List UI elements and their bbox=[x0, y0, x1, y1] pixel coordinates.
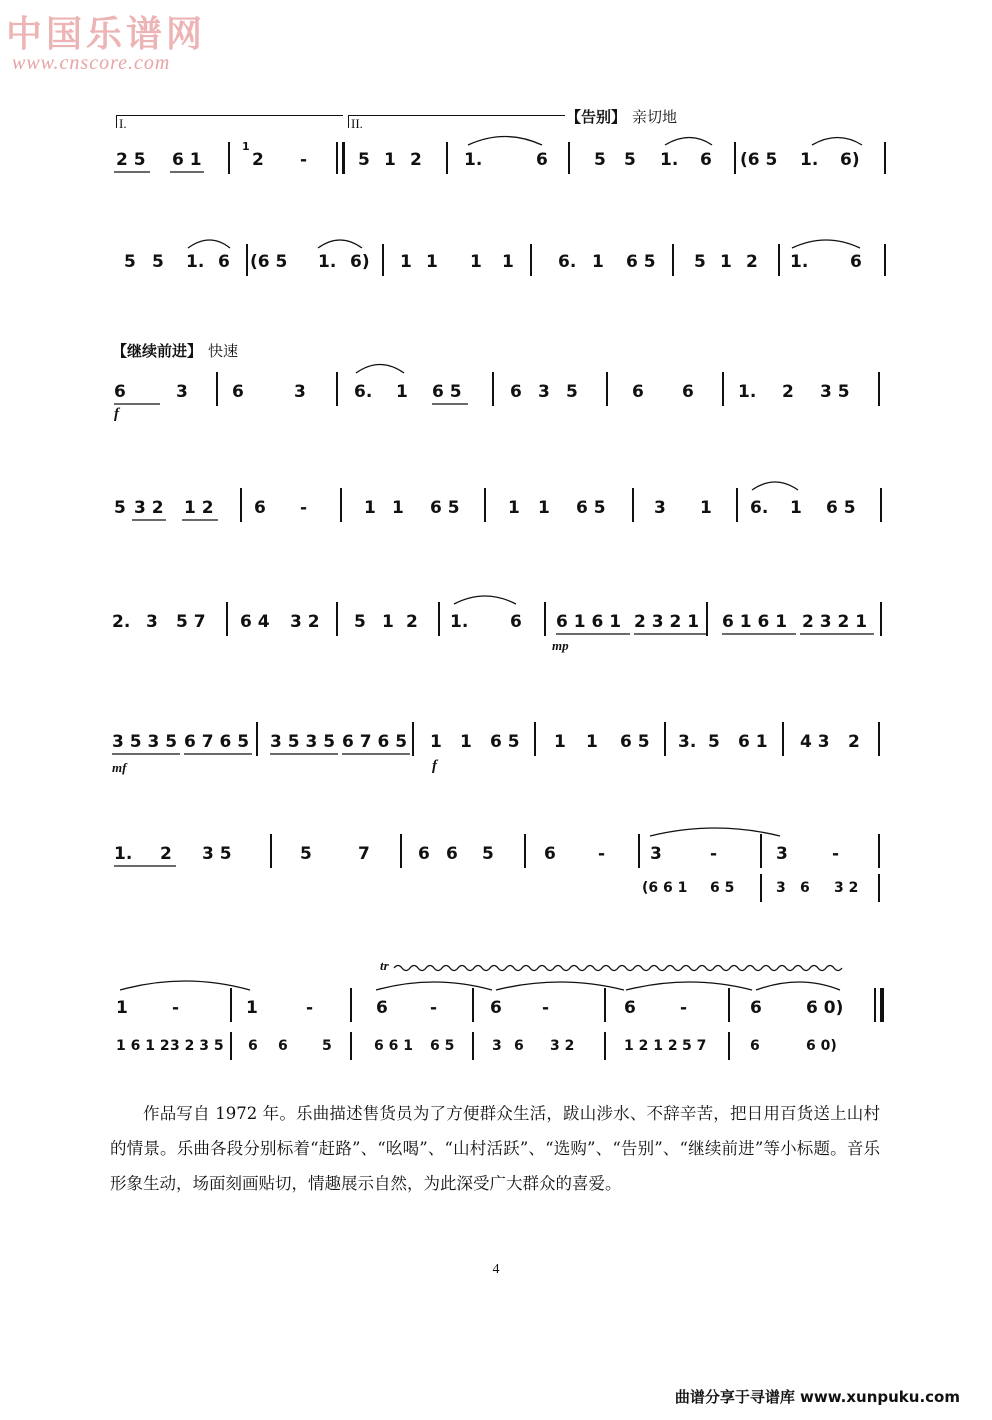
note: 1 bbox=[396, 382, 408, 402]
note: 5 bbox=[358, 150, 370, 170]
dynamic-mark: mf bbox=[112, 760, 127, 775]
note-group: 6 5 bbox=[826, 498, 856, 518]
repeat-barline bbox=[342, 142, 345, 174]
barline bbox=[544, 602, 546, 636]
note: 5 bbox=[624, 150, 636, 170]
note-group: 3 5 bbox=[820, 382, 850, 402]
note: 6 bbox=[700, 150, 712, 170]
note: 1 bbox=[554, 732, 566, 752]
trill-mark: tr bbox=[380, 958, 389, 973]
note: 5 bbox=[566, 382, 578, 402]
note: 1 bbox=[460, 732, 472, 752]
barline bbox=[782, 722, 784, 756]
note: 2 bbox=[160, 844, 172, 864]
section-name: 【告别】 bbox=[566, 108, 627, 126]
barline bbox=[604, 988, 606, 1022]
barline bbox=[606, 372, 608, 406]
note: 1 bbox=[700, 498, 712, 518]
note: 1 bbox=[116, 998, 128, 1018]
barline bbox=[216, 372, 218, 406]
note: 1. bbox=[114, 844, 133, 864]
score-row-8 bbox=[110, 986, 890, 1026]
barline bbox=[228, 142, 230, 174]
note-group: 6 0) bbox=[806, 1038, 837, 1054]
section-name: 【继续前进】 bbox=[112, 342, 203, 360]
note: 5 bbox=[694, 252, 706, 272]
note: 6 bbox=[248, 1038, 258, 1054]
note: 6) bbox=[840, 150, 860, 170]
note: 5 bbox=[124, 252, 136, 272]
note: 2 bbox=[746, 252, 758, 272]
note: 1 bbox=[502, 252, 514, 272]
note: 1. bbox=[450, 612, 469, 632]
barline bbox=[884, 142, 886, 174]
barline bbox=[350, 988, 352, 1022]
note-group: 6 5 bbox=[576, 498, 606, 518]
note-group: 3 5 bbox=[202, 844, 232, 864]
dash: - bbox=[710, 844, 718, 864]
footer-credit: 曲谱分享于寻谱库 www.xunpuku.com bbox=[674, 1388, 960, 1406]
barline bbox=[728, 988, 730, 1022]
note: 1. bbox=[800, 150, 819, 170]
score-row-4 bbox=[110, 486, 890, 526]
note: 3 bbox=[776, 880, 786, 896]
note: 2 bbox=[410, 150, 422, 170]
note-group: 2 5 bbox=[116, 150, 146, 170]
note: 2 bbox=[782, 382, 794, 402]
note-group: 3 2 bbox=[834, 880, 859, 896]
note: 5 bbox=[708, 732, 720, 752]
score-row-3 bbox=[110, 370, 890, 422]
description-paragraph: 作品写自 1972 年。乐曲描述售货员为了方便群众生活，跋山涉水、不辞辛苦，把日用百货送上山村的情景。乐曲各段分别标着“赶路”、“吆喝”、“山村活跃”、“选购”、“告别”、“继续前进”等小标题。音乐形象生动，场面刻画贴切，情趣展示自然，为此深受广大群众的喜爱。 bbox=[110, 1104, 880, 1193]
note: 6. bbox=[750, 498, 769, 518]
barline bbox=[336, 372, 338, 406]
note: 1 bbox=[246, 998, 258, 1018]
barline bbox=[874, 988, 876, 1022]
barline bbox=[760, 874, 762, 902]
note-group: 3 2 bbox=[134, 498, 164, 518]
barline bbox=[778, 244, 780, 276]
second-ending-bracket bbox=[348, 115, 565, 128]
barline bbox=[672, 244, 674, 276]
note-group: 3 5 3 5 bbox=[112, 732, 178, 752]
barline bbox=[484, 488, 486, 522]
barline bbox=[382, 244, 384, 276]
barline bbox=[340, 488, 342, 522]
note-group: 6 7 6 5 bbox=[184, 732, 250, 752]
grace-note: 1 bbox=[242, 140, 250, 153]
note-group: 6 5 bbox=[710, 880, 735, 896]
note-group: 3 2 bbox=[550, 1038, 575, 1054]
barline bbox=[880, 488, 882, 522]
note: 5 bbox=[300, 844, 312, 864]
note-group: 6 0) bbox=[806, 998, 844, 1018]
note: 3 bbox=[492, 1038, 502, 1054]
note: 1 bbox=[382, 612, 394, 632]
note-group: 6 5 bbox=[620, 732, 650, 752]
note: 6 bbox=[750, 1038, 760, 1054]
dash: - bbox=[680, 998, 688, 1018]
note: 1 bbox=[470, 252, 482, 272]
note: 1 bbox=[592, 252, 604, 272]
score-row-1 bbox=[110, 140, 890, 180]
note-group: 6 5 bbox=[490, 732, 520, 752]
note-group: 1 6 1 2 bbox=[116, 1038, 170, 1054]
note: 1 bbox=[720, 252, 732, 272]
barline bbox=[446, 142, 448, 174]
dash: - bbox=[306, 998, 314, 1018]
watermark-url: www.cnscore.com bbox=[12, 52, 171, 74]
note: 2. bbox=[112, 612, 131, 632]
barline bbox=[878, 372, 880, 406]
note: 6 bbox=[376, 998, 388, 1018]
note: 6 bbox=[218, 252, 230, 272]
note: 1 bbox=[538, 498, 550, 518]
barline bbox=[878, 874, 880, 902]
barline bbox=[534, 722, 536, 756]
note: 1. bbox=[738, 382, 757, 402]
barline bbox=[336, 602, 338, 636]
note-group: (6 5 bbox=[250, 252, 288, 272]
note: 5 bbox=[114, 498, 126, 518]
tempo-marking: 快速 bbox=[208, 342, 239, 360]
barline bbox=[246, 244, 248, 276]
barline bbox=[412, 722, 414, 756]
note: 2 bbox=[406, 612, 418, 632]
barline bbox=[226, 602, 228, 636]
note-group: 6 5 bbox=[432, 382, 462, 402]
note: 1 bbox=[790, 498, 802, 518]
note: 1 bbox=[384, 150, 396, 170]
barline bbox=[638, 834, 640, 868]
score-row-6 bbox=[110, 720, 890, 775]
note: 6 bbox=[232, 382, 244, 402]
note: 5 bbox=[322, 1038, 332, 1054]
note: 3. bbox=[678, 732, 697, 752]
barline bbox=[878, 722, 880, 756]
first-ending-bracket bbox=[116, 115, 343, 128]
note-group: 5 7 bbox=[176, 612, 206, 632]
barline bbox=[568, 142, 570, 174]
note: 1 bbox=[364, 498, 376, 518]
note-group: 5 7 bbox=[682, 1038, 707, 1054]
note-group: 2 3 2 1 bbox=[634, 612, 700, 632]
barline bbox=[350, 1032, 352, 1060]
note: 3 bbox=[294, 382, 306, 402]
note-group: 2 3 2 1 bbox=[802, 612, 868, 632]
note: 3 bbox=[176, 382, 188, 402]
final-barline bbox=[880, 988, 884, 1022]
barline bbox=[880, 602, 882, 636]
note: 6 bbox=[632, 382, 644, 402]
note: 6 bbox=[850, 252, 862, 272]
note-group: 6 1 6 1 bbox=[556, 612, 622, 632]
dash: - bbox=[598, 844, 606, 864]
barline bbox=[664, 722, 666, 756]
note-group: 6 5 bbox=[430, 498, 460, 518]
barline bbox=[230, 1032, 232, 1060]
note: 1 bbox=[392, 498, 404, 518]
note: 3 bbox=[538, 382, 550, 402]
note: 3 bbox=[650, 844, 662, 864]
score-row-8-accompaniment bbox=[110, 1028, 890, 1068]
note: 6 bbox=[536, 150, 548, 170]
note: 5 bbox=[594, 150, 606, 170]
barline bbox=[736, 488, 738, 522]
note: 6 bbox=[278, 1038, 288, 1054]
note: 6. bbox=[558, 252, 577, 272]
score-row-5 bbox=[110, 600, 890, 653]
dash: - bbox=[542, 998, 550, 1018]
note: 6. bbox=[354, 382, 373, 402]
barline bbox=[524, 834, 526, 868]
note: 6 bbox=[254, 498, 266, 518]
note: 5 bbox=[152, 252, 164, 272]
watermark-title: 中国乐谱网 bbox=[6, 13, 207, 55]
barline bbox=[760, 834, 762, 868]
barline bbox=[706, 602, 708, 636]
note-group: 6 6 1 bbox=[374, 1038, 413, 1054]
dash: - bbox=[832, 844, 840, 864]
barline bbox=[604, 1032, 606, 1060]
barline bbox=[240, 488, 242, 522]
barline bbox=[336, 142, 338, 174]
section-heading-march-on bbox=[112, 340, 238, 361]
note: 6 bbox=[510, 612, 522, 632]
dynamic-mark: f bbox=[114, 406, 119, 422]
note: 2 bbox=[848, 732, 860, 752]
note: 6 bbox=[624, 998, 636, 1018]
barline bbox=[472, 1032, 474, 1060]
note: 1 bbox=[508, 498, 520, 518]
dynamic-mark: f bbox=[432, 758, 437, 774]
note: 3 bbox=[146, 612, 158, 632]
note-group: 4 3 bbox=[800, 732, 830, 752]
note-group: 1 2 bbox=[184, 498, 214, 518]
score-row-2 bbox=[110, 242, 890, 282]
note-group: 6 1 bbox=[172, 150, 202, 170]
note: 2 bbox=[252, 150, 264, 170]
score-row-7 bbox=[110, 832, 890, 872]
note: 6) bbox=[350, 252, 370, 272]
barline bbox=[438, 602, 440, 636]
note: 6 bbox=[800, 880, 810, 896]
note: 1. bbox=[660, 150, 679, 170]
dash: - bbox=[300, 150, 308, 170]
dash: - bbox=[430, 998, 438, 1018]
barline bbox=[270, 834, 272, 868]
note: 5 bbox=[482, 844, 494, 864]
note: 6 bbox=[750, 998, 762, 1018]
note: 5 bbox=[354, 612, 366, 632]
note: 1. bbox=[790, 252, 809, 272]
note: 6 bbox=[490, 998, 502, 1018]
dash: - bbox=[172, 998, 180, 1018]
barline bbox=[632, 488, 634, 522]
note: 1 bbox=[400, 252, 412, 272]
note: 1 bbox=[586, 732, 598, 752]
barline bbox=[472, 988, 474, 1022]
trill-wave bbox=[394, 966, 842, 971]
first-ending-number: I. bbox=[119, 116, 127, 131]
barline bbox=[492, 372, 494, 406]
barline bbox=[230, 988, 232, 1022]
note-group: (6 5 bbox=[740, 150, 778, 170]
note: 6 bbox=[544, 844, 556, 864]
note-group: 6 7 6 5 bbox=[342, 732, 408, 752]
barline bbox=[400, 834, 402, 868]
note: 6 bbox=[514, 1038, 524, 1054]
barline bbox=[722, 372, 724, 406]
dash: - bbox=[300, 498, 308, 518]
note-group: 1 2 1 2 bbox=[624, 1038, 678, 1054]
note-group: 3 5 3 5 bbox=[270, 732, 336, 752]
section-heading-farewell bbox=[566, 106, 677, 127]
note-group: 6 5 bbox=[430, 1038, 455, 1054]
note-group: 6 1 bbox=[738, 732, 768, 752]
note: 1. bbox=[464, 150, 483, 170]
barline bbox=[884, 244, 886, 276]
note: 1. bbox=[318, 252, 337, 272]
note-group: 3 2 bbox=[290, 612, 320, 632]
note-group: 3 2 3 5 bbox=[170, 1038, 224, 1054]
dynamic-mark: mp bbox=[552, 638, 569, 653]
note: 6 bbox=[682, 382, 694, 402]
note: 7 bbox=[358, 844, 370, 864]
note: 6 bbox=[418, 844, 430, 864]
barline bbox=[728, 1032, 730, 1060]
barline bbox=[734, 142, 736, 174]
note: 6 bbox=[510, 382, 522, 402]
tempo-marking: 亲切地 bbox=[632, 108, 678, 126]
note: 6 bbox=[114, 382, 126, 402]
note: 3 bbox=[776, 844, 788, 864]
note: 6 bbox=[446, 844, 458, 864]
note: 1. bbox=[186, 252, 205, 272]
second-ending-number: II. bbox=[351, 116, 363, 131]
note: 1 bbox=[426, 252, 438, 272]
note-group: 6 1 6 1 bbox=[722, 612, 788, 632]
barline bbox=[256, 722, 258, 756]
note-group: 6 5 bbox=[626, 252, 656, 272]
note-group: (6 6 1 bbox=[642, 880, 688, 896]
page-number: 4 bbox=[492, 1262, 500, 1277]
note-group: 6 4 bbox=[240, 612, 270, 632]
barline bbox=[530, 244, 532, 276]
barline bbox=[878, 834, 880, 868]
note: 3 bbox=[654, 498, 666, 518]
note: 1 bbox=[430, 732, 442, 752]
score-row-7-accompaniment bbox=[110, 870, 890, 910]
